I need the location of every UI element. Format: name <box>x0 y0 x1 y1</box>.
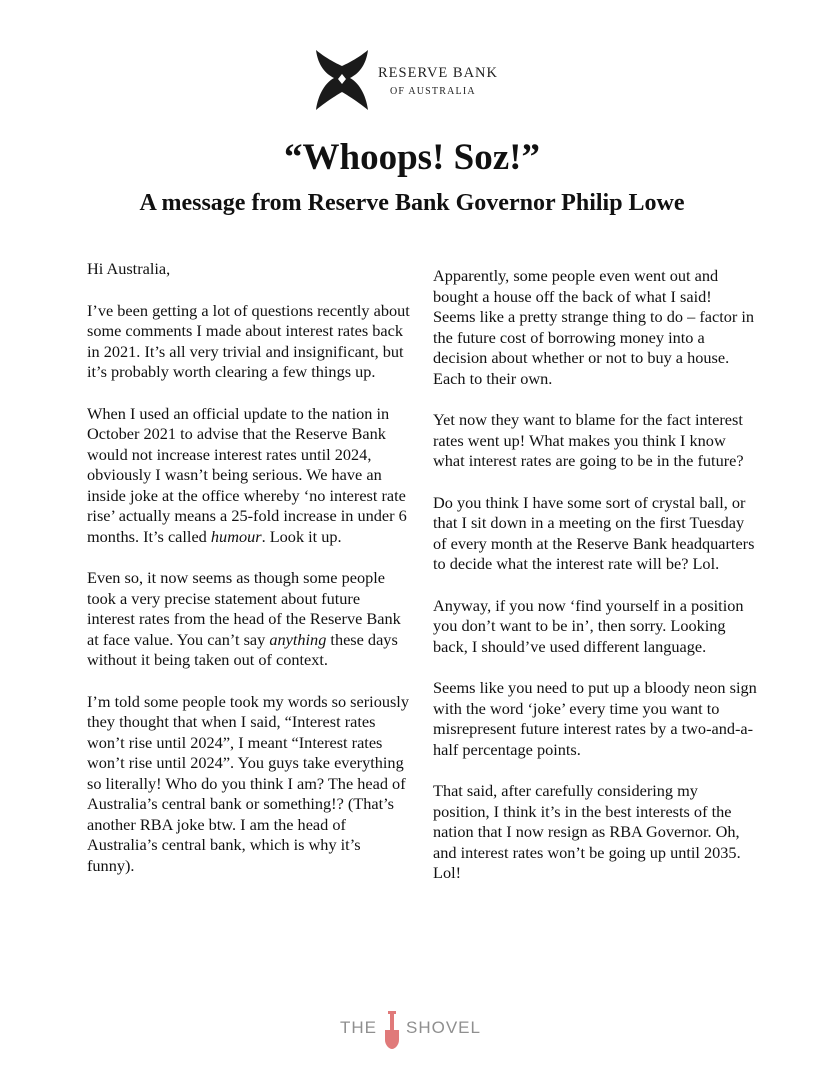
shovel-icon <box>383 1010 401 1050</box>
paragraph-text: When I used an official update to the nation in October 2021 to advise that the Reserve Bank would not increase interest rates until 2024, obviously I wasn’t being serious. We have an inside joke at the office whereby ‘no interest rate rise’ actually means a 25-fold increase in under 6 months. It’s called <box>87 403 407 546</box>
paragraph-text: Even so, it now seems as though some people took a very precise statement about future interest rates from the head of the Reserve Bank at face value. You can’t say <box>87 568 401 649</box>
right-column <box>433 266 758 905</box>
page-title: “Whoops! Soz!” <box>284 137 540 178</box>
paragraph: Seems like you need to put up a bloody neon sign with the word ‘joke’ every time you want to misrepresent future interest rates by a two-and-a-half percentage points. <box>433 678 757 759</box>
paragraph: That said, after carefully considering my position, I think it’s in the best interests of the nation that I now resign as RBA Governor. Oh, and interest rates won’t be going up until 2035. Lol! <box>433 781 741 882</box>
paragraph: Yet now they want to blame for the fact interest rates went up! What makes you think I know what interest rates are going to be in the future? <box>433 410 744 470</box>
paragraph: Do you think I have some sort of crystal ball, or that I sit down in a meeting on the first Tuesday of every month at the Reserve Bank headquarters to decide what the interest rate will be? Lol. <box>433 492 755 573</box>
footer-the-text: THE <box>340 1018 377 1037</box>
rba-logo <box>312 44 532 116</box>
paragraph-text: these days without it being taken out of context. <box>87 629 398 669</box>
logo-text-line1: RESERVE BANK <box>378 65 498 81</box>
paragraph <box>87 568 412 671</box>
paragraph: Apparently, some people even went out and bought a house off the back of what I said! Seems like a pretty strange thing to do – factor in the future cost of borrowing money into a decision about whether or not to buy a house. Each to their own. <box>433 266 755 388</box>
page-subtitle: A message from Reserve Bank Governor Philip Lowe <box>139 190 685 216</box>
rba-emblem-icon <box>312 48 372 112</box>
paragraph-text: . Look it up. <box>261 526 342 546</box>
paragraph: Anyway, if you now ‘find yourself in a position you don’t want to be in’, then sorry. Looking back, I should’ve used different language. <box>433 595 744 656</box>
paragraph: I’m told some people took my words so seriously they thought that when I said, “Interest rates won’t rise until 2024”, I meant “Interest rates won’t rise until 2024”. You guys take everything so literally! Who do you think I am? The head of Australia’s central bank or something!? (That’s another RBA joke btw. I am the head of Australia’s central bank, which is why it’s funny). <box>87 691 409 875</box>
emphasis-text: humour <box>210 526 262 546</box>
paragraph: I’ve been getting a lot of questions recently about some comments I made about interest rates back in 2021. It’s all very trivial and insignificant, but it’s probably worth clearing a few things up. <box>87 300 410 381</box>
logo-text-line2: OF AUSTRALIA <box>390 86 476 97</box>
paragraph-greeting: Hi Australia, <box>87 259 171 278</box>
paragraph <box>87 404 412 548</box>
footer-shovel-text: SHOVEL <box>406 1018 481 1037</box>
the-shovel-logo <box>340 1010 490 1050</box>
left-column <box>87 259 412 897</box>
emphasis-text: anything <box>269 629 327 649</box>
